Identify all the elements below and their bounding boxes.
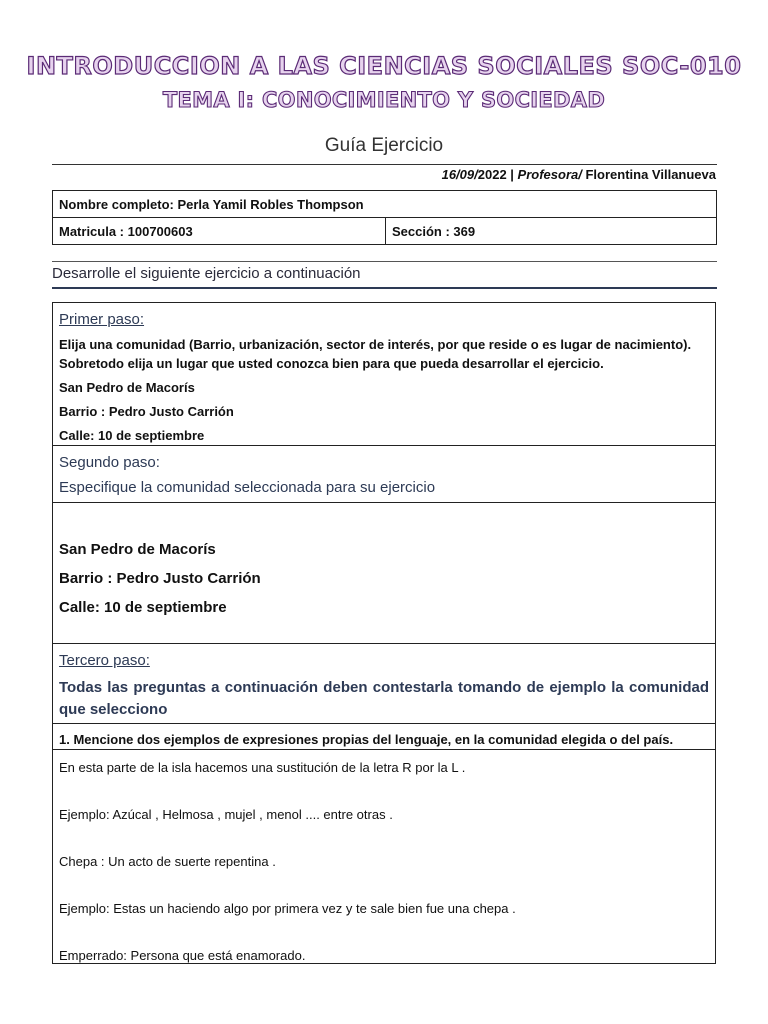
step3-header-box bbox=[52, 643, 716, 724]
step3-title: Tercero paso: bbox=[59, 652, 150, 669]
answer-line: Ejemplo: Estas un haciendo algo por primera vez y te sale bien fue una chepa . bbox=[59, 901, 516, 916]
date-teacher-line bbox=[442, 167, 716, 182]
step1-line2: Sobretodo elija un lugar que usted conozca bien para que pueda desarrollar el ejercicio. bbox=[59, 356, 604, 371]
date: 16/09/ bbox=[441, 167, 478, 182]
divider bbox=[52, 287, 717, 289]
step2-calle: Calle: 10 de septiembre bbox=[59, 599, 227, 616]
answer-line: En esta parte de la isla hacemos una sustitución de la letra R por la L . bbox=[59, 760, 466, 775]
student-matricula: Matricula : 100700603 bbox=[53, 218, 386, 245]
document-subtitle: TEMA I: CONOCIMIENTO Y SOCIEDAD bbox=[162, 88, 606, 112]
step2-header-box bbox=[52, 445, 716, 503]
guide-title: Guía Ejercicio bbox=[324, 135, 444, 156]
step2-desc: Especifique la comunidad seleccionada para su ejercicio bbox=[59, 479, 436, 496]
step1-line1: Elija una comunidad (Barrio, urbanización, sector de interés, por que reside o es lugar de nacimiento). bbox=[59, 337, 692, 352]
question1-text: 1. Mencione dos ejemplos de expresiones propias del lenguaje, en la comunidad elegida o del país. bbox=[59, 732, 674, 747]
student-name: Nombre completo: Perla Yamil Robles Thompson bbox=[53, 191, 717, 218]
answer-line: Chepa : Un acto de suerte repentina . bbox=[59, 854, 276, 869]
teacher-label: Profesora/ bbox=[517, 167, 582, 182]
step2-barrio: Barrio : Pedro Justo Carrión bbox=[59, 570, 261, 587]
step3-desc: Todas las preguntas a continuación deben contestarla tomando de ejemplo la comunidad que selecciono bbox=[59, 679, 709, 718]
student-seccion: Sección : 369 bbox=[386, 218, 717, 245]
instruction-text: Desarrolle el siguiente ejercicio a continuación bbox=[52, 265, 361, 282]
step1-place: San Pedro de Macorís bbox=[59, 380, 195, 395]
step1-title: Primer paso: bbox=[59, 311, 145, 328]
separator: | bbox=[506, 167, 518, 182]
step2-title: Segundo paso: bbox=[59, 454, 160, 471]
answer-line: Ejemplo: Azúcal , Helmosa , mujel , menol .... entre otras . bbox=[59, 807, 393, 822]
step1-calle: Calle: 10 de septiembre bbox=[59, 428, 205, 443]
year: 2022 bbox=[477, 167, 507, 182]
step2-body-box bbox=[52, 502, 716, 644]
answer-line: Emperrado: Persona que está enamorado. bbox=[59, 948, 306, 963]
divider bbox=[52, 261, 717, 262]
step1-box bbox=[52, 302, 716, 446]
step1-barrio: Barrio : Pedro Justo Carrión bbox=[59, 404, 234, 419]
document-title: INTRODUCCION A LAS CIENCIAS SOCIALES SOC-010 bbox=[26, 52, 742, 80]
step2-place: San Pedro de Macorís bbox=[59, 541, 216, 558]
student-info-table bbox=[52, 190, 717, 245]
question1-box bbox=[52, 723, 716, 750]
divider bbox=[52, 164, 717, 165]
answer-box bbox=[52, 749, 716, 964]
teacher-name: Florentina Villanueva bbox=[581, 167, 716, 182]
